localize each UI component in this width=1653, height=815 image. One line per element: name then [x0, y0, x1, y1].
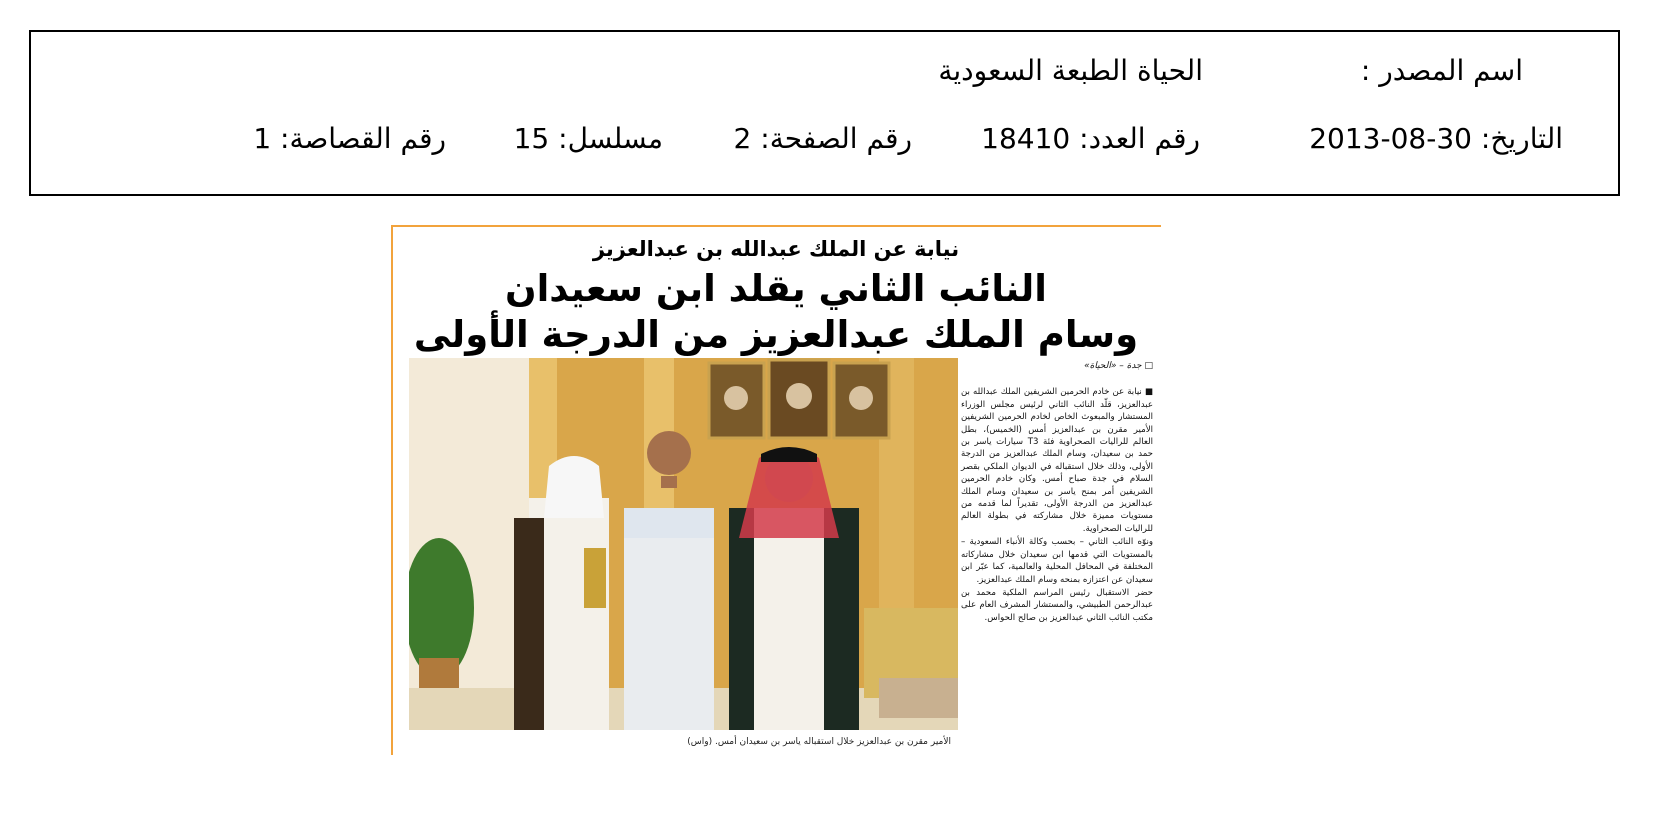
article-kicker: نيابة عن الملك عبدالله بن عبدالعزيز [592, 237, 960, 261]
source-value: الحياة الطبعة السعودية [938, 54, 1203, 87]
source-info-box [29, 30, 1620, 196]
newspaper-clipping [391, 225, 1161, 755]
page-label: رقم الصفحة: 2 [733, 122, 912, 155]
headline-line2: وسام الملك عبدالعزيز من الدرجة الأولى [413, 313, 1139, 356]
date-label: التاريخ: 30-08-2013 [1309, 122, 1563, 155]
article-body [961, 360, 1153, 625]
source-label: اسم المصدر : [1360, 54, 1523, 87]
clip-label: رقم القصاصة: 1 [253, 122, 446, 155]
article-paragraph: حضر الاستقبال رئيس المراسم الملكية محمد بن عبدالرحمن الطبيشي، والمستشار المشرف العام على مكتب النائب الثاني عبدالعزيز بن صالح الحواس. [961, 587, 1153, 623]
article-paragraph: ■ نيابة عن خادم الحرمين الشريفين الملك عبدالله بن عبدالعزيز، قلّد النائب الثاني لرئيس مجلس الوزراء المستشار والمبعوث الخاص لخادم الحرمين الشريفين الأمير مقرن بن عبدالعزيز أمس (الخميس)، بطل العالم للراليات الصحراوية فئة T3 سيارات ياسر بن حمد بن سعيدان، وسام الملك عبدالعزيز من الدرجة الأولى، وذلك خلال استقباله في الديوان الملكي بقصر السلام في جدة صباح أمس. وكان خادم الحرمين الشريفين أمر بمنح ياسر بن سعيدان وسام الملك عبدالعزيز من الدرجة الأولى، تقديراً لما قدمه من مستويات مميزة خلال مشاركته في بطولة العالم للراليات الصحراوية. [961, 387, 1153, 534]
serial-label: مسلسل: 15 [513, 122, 663, 155]
issue-label: رقم العدد: 18410 [981, 122, 1200, 155]
article-dateline: □ جدة – «الحياة» [1084, 361, 1153, 371]
headline-line1: النائب الثاني يقلد ابن سعيدان [505, 267, 1047, 310]
source-row [31, 54, 1618, 94]
meta-row [31, 122, 1618, 162]
photo-caption: الأمير مقرن بن عبدالعزيز خلال استقباله ياسر بن سعيدان أمس. (واس) [687, 737, 951, 747]
article-paragraph: ونوّه النائب الثاني – بحسب وكالة الأنباء السعودية – بالمستويات التي قدمها ابن سعيدان خلال مشاركاته المختلفة في المحافل المحلية والعالمية، كما عبّر ابن سعيدان عن اعتزازه بمنحه وسام الملك عبدالعزيز. [961, 537, 1153, 585]
clipping-top-rule [391, 225, 1161, 227]
article-photo [409, 358, 958, 730]
